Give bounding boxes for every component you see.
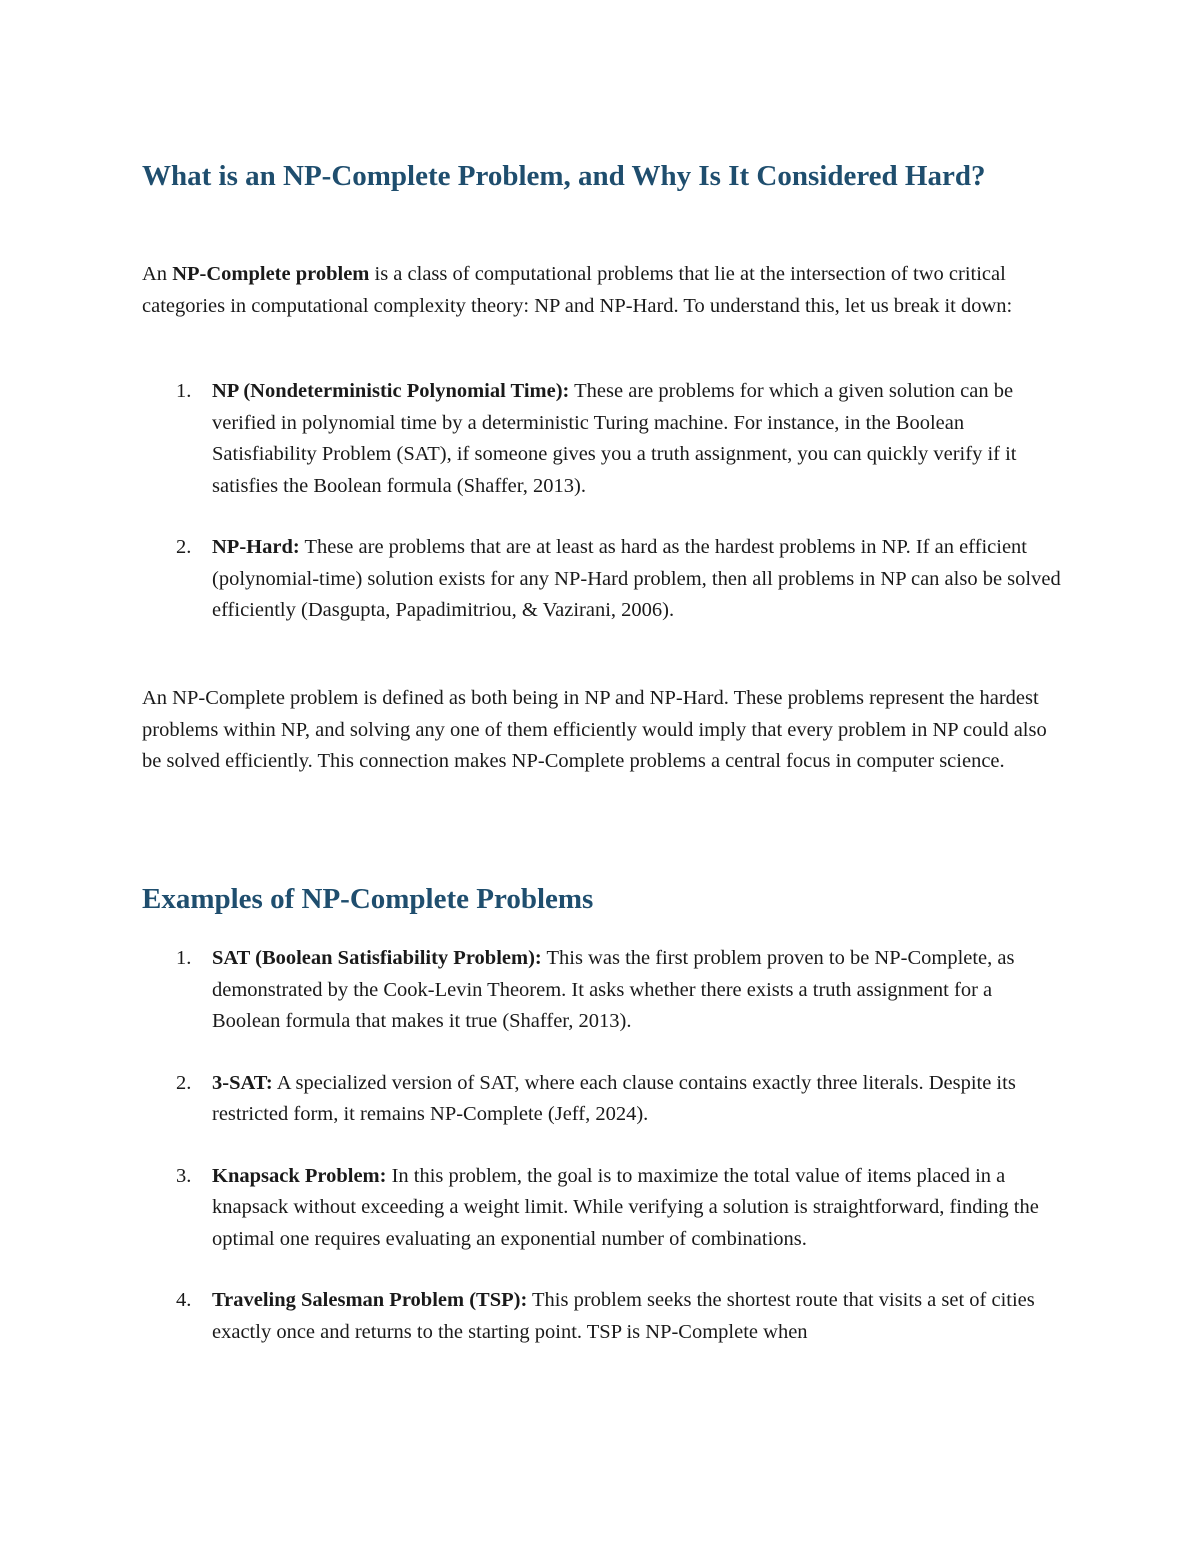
list-text: This problem seeks the shortest route that visits a set of cities exactly once and returns to the starting point. TSP is NP-Complete when bbox=[212, 1289, 1035, 1343]
list-item bbox=[142, 532, 1062, 627]
conclusion-paragraph: An NP-Complete problem is defined as both being in NP and NP-Hard. These problems represent the hardest problems within NP, and solving any one of them efficiently would imply that every problem in NP could also be solved efficiently. This connection makes NP-Complete problems a central focus in computer science. bbox=[142, 687, 1047, 772]
list-item bbox=[142, 943, 1062, 1038]
list-number: 4. bbox=[176, 1289, 192, 1311]
examples-list bbox=[142, 943, 1062, 1378]
list-text: These are problems that are at least as hard as the hardest problems in NP. If an efficient (polynomial-time) solution exists for any NP-Hard problem, then all problems in NP can also be solved efficiently (Dasgupta, Papadimitriou, & Vazirani, 2006). bbox=[212, 536, 1061, 621]
list-term: NP-Hard: bbox=[212, 536, 300, 558]
intro-rest: is a class of computational problems that lie at the intersection of two critical categories in computational complexity theory: NP and NP-Hard. To understand this, let us break it down: bbox=[142, 263, 1013, 317]
list-number: 2. bbox=[176, 1071, 192, 1094]
list-term: NP (Nondeterministic Polynomial Time): bbox=[212, 380, 570, 402]
list-number: 1. bbox=[176, 380, 192, 402]
list-item bbox=[142, 1161, 1062, 1256]
intro-bold-term: NP-Complete problem bbox=[172, 263, 370, 285]
list-item bbox=[142, 1068, 1062, 1131]
list-term: 3-SAT: bbox=[212, 1071, 273, 1094]
list-text: In this problem, the goal is to maximize the total value of items placed in a knapsack without exceeding a weight limit. While verifying a solution is straightforward, finding the optimal one requires evaluating an exponential number of combinations. bbox=[212, 1164, 1039, 1250]
list-term: Traveling Salesman Problem (TSP): bbox=[212, 1289, 528, 1311]
definition-list bbox=[142, 376, 1062, 657]
list-text: This was the first problem proven to be NP-Complete, as demonstrated by the Cook-Levin Theorem. It asks whether there exists a truth assignment for a Boolean formula that makes it true (Shaffer, 2013). bbox=[212, 947, 1015, 1032]
list-number: 3. bbox=[176, 1164, 192, 1187]
list-term: Knapsack Problem: bbox=[212, 1164, 387, 1187]
list-number: 1. bbox=[176, 947, 192, 969]
list-number: 2. bbox=[176, 536, 192, 558]
list-item bbox=[142, 376, 1062, 502]
list-term: SAT (Boolean Satisfiability Problem): bbox=[212, 947, 542, 969]
section-heading-examples: Examples of NP-Complete Problems bbox=[142, 883, 594, 915]
list-item bbox=[142, 1285, 1062, 1348]
section-heading-np-complete: What is an NP-Complete Problem, and Why Is It Considered Hard? bbox=[142, 160, 986, 192]
list-text: A specialized version of SAT, where each clause contains exactly three literals. Despite its restricted form, it remains NP-Complete (Jeff, 2024). bbox=[212, 1071, 1016, 1125]
list-text: These are problems for which a given solution can be verified in polynomial time by a deterministic Turing machine. For instance, in the Boolean Satisfiability Problem (SAT), if someone gives you a truth assignment, you can quickly verify if it satisfies the Boolean formula (Shaffer, 2013). bbox=[212, 380, 1017, 497]
intro-paragraph bbox=[142, 259, 1062, 322]
intro-prefix: An bbox=[142, 263, 173, 285]
